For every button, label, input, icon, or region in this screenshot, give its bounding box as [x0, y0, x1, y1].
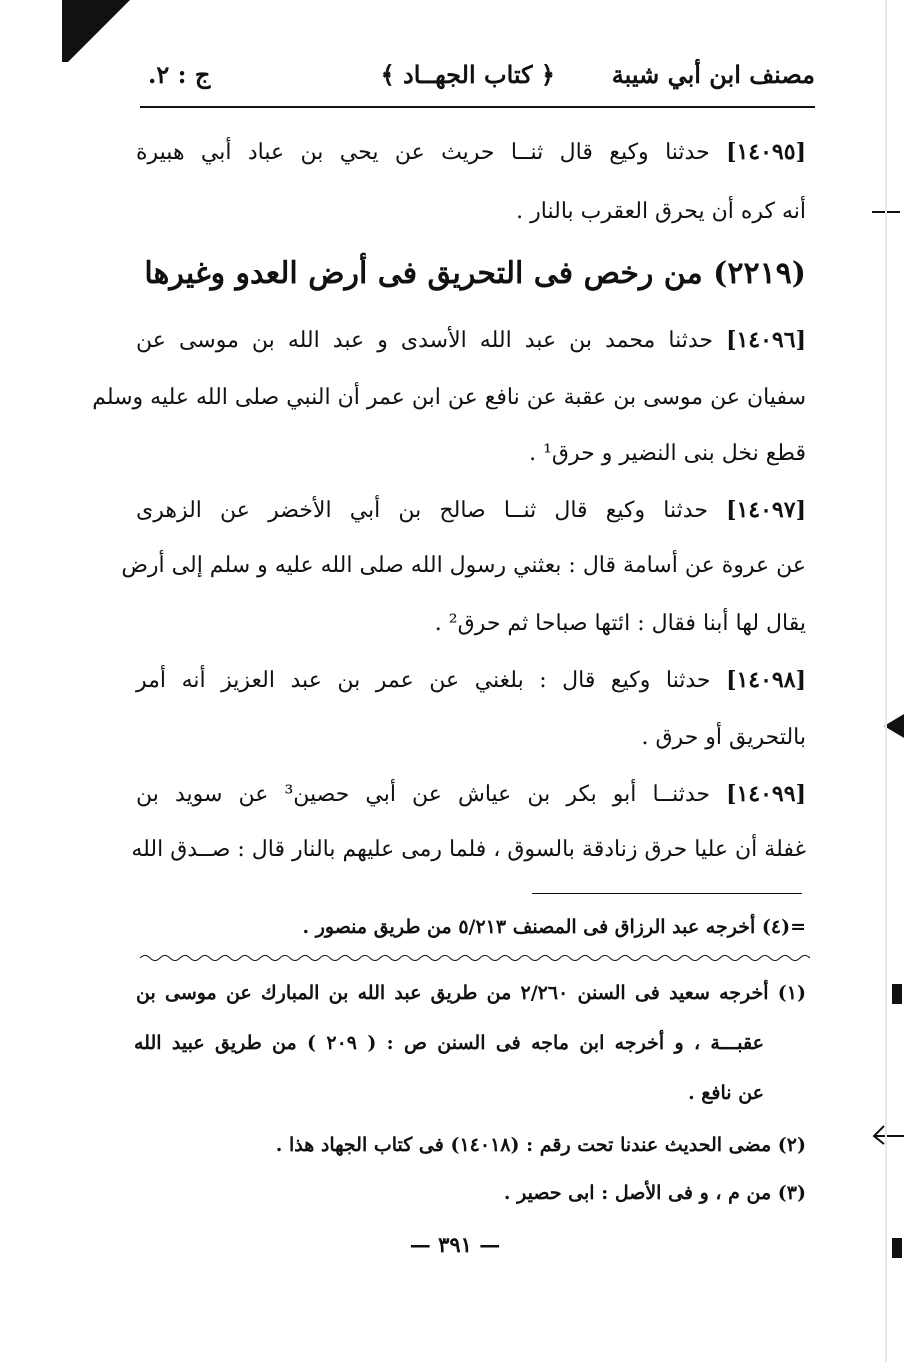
volume-number: ج : ٢.	[148, 60, 211, 89]
page-number: — ٣٩١ —	[409, 1232, 501, 1257]
text-line: عن عروة عن أسامة قال : بعثني رسول الله صلى الله عليه و سلم إلى أرض	[121, 553, 806, 578]
hadith-text: حدثنــا أبو بكر بن عياش عن أبي حصين³ عن سويد بن	[136, 782, 727, 807]
text-line: بالتحريق أو حرق .	[641, 725, 806, 750]
margin-block-mark	[886, 982, 904, 1006]
text-line	[136, 490, 806, 531]
footnote-line: (١) أخرجه سعيد فى السنن ٢/٢٦٠ من طريق عبد الله بن المبارك عن موسى بن	[136, 982, 806, 1004]
text-line	[136, 774, 806, 815]
binding-edge	[885, 0, 887, 1362]
text-line: أنه كره أن يحرق العقرب بالنار .	[516, 199, 806, 224]
book-title: مصنف ابن أبي شيبة	[611, 60, 815, 89]
hadith-number: [١٤٠٩٩]	[726, 781, 806, 807]
hadith-number: [١٤٠٩٦]	[726, 327, 806, 353]
footnote-line: (٣) من م ، و فى الأصل : ابى حصير .	[503, 1182, 806, 1204]
footnote-separator	[532, 893, 802, 894]
text-line: يقال لها أبنا فقال : ائتها صباحا ثم حرق² .	[434, 611, 806, 636]
text-line	[136, 132, 806, 173]
wavy-divider	[140, 953, 810, 963]
hadith-number: [١٤٠٩٧]	[726, 497, 806, 523]
text-line	[136, 320, 806, 361]
text-line: سفيان عن موسى بن عقبة عن نافع عن ابن عمر أن النبي صلى الله عليه وسلم	[92, 385, 806, 410]
footnote-line: (٢) مضى الحديث عندنا تحت رقم : (١٤٠١٨) فى كتاب الجهاد هذا .	[275, 1134, 806, 1156]
footnote-line: عقبـــة ، و أخرجه ابن ماجه فى السنن ص : ( ٢٠٩ ) من طريق عبيد الله	[134, 1032, 764, 1054]
hadith-number: [١٤٠٩٥]	[726, 139, 806, 165]
margin-block-mark	[888, 1236, 904, 1260]
hadith-text: حدثنا وكيع قال : بلغني عن عمر بن عبد العزيز أنه أمر	[136, 668, 727, 693]
hadith-text: حدثنا محمد بن عبد الله الأسدى و عبد الله بن موسى عن	[136, 328, 727, 353]
margin-bracket-mark	[872, 1124, 904, 1146]
text-line	[136, 660, 806, 701]
section-title: ﴿ كتاب الجهــاد ﴾	[380, 60, 555, 89]
footnote-line: عن نافع .	[688, 1082, 764, 1104]
margin-arrow-mark	[884, 712, 904, 740]
running-header	[140, 50, 815, 108]
hadith-text: حدثنا وكيع قال ثنــا صالح بن أبي الأخضر عن الزهرى	[136, 498, 727, 523]
text-line: قطع نخل بنى النضير و حرق¹ .	[529, 441, 806, 466]
scan-corner-mark	[62, 0, 130, 62]
chapter-heading: (٢٢١٩) من رخص فى التحريق فى أرض العدو وغيرها	[144, 256, 806, 291]
footnote-continuation: =(٤) أخرجه عبد الرزاق فى المصنف ٥/٢١٣ من طريق منصور .	[302, 916, 806, 938]
hadith-number: [١٤٠٩٨]	[726, 667, 806, 693]
hadith-text: حدثنا وكيع قال ثنــا حريث عن يحي بن عباد أبي هبيرة	[136, 140, 727, 165]
text-line: غفلة أن عليا حرق زنادقة بالسوق ، فلما رمى عليهم بالنار قال : صــدق الله	[131, 837, 806, 862]
